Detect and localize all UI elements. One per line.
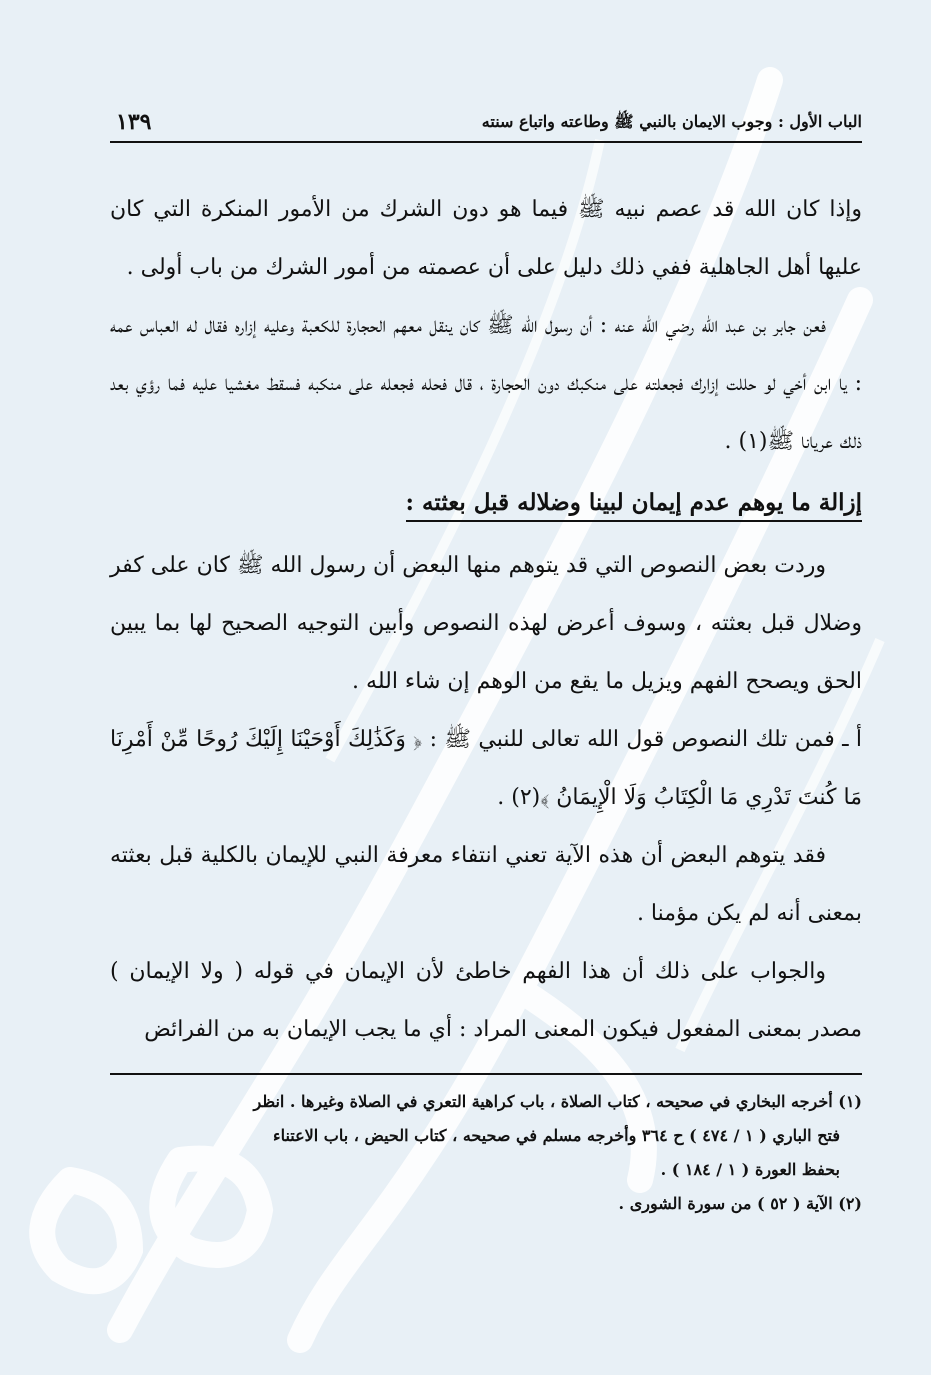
footnotes: [110, 1085, 862, 1221]
paragraph-3: وردت بعض النصوص التي قد يتوهم منها البعض أن رسول الله ﷺ كان على كفر وضلال قبل بعثته ، وسوف أعرض لهذه النصوص وأبين التوجيه الصحيح لها بما يبين الحق ويصحح الفهم ويزيل ما يقع من الوهم إن شاء الله .: [110, 553, 862, 694]
page: [110, 95, 862, 1221]
main-text: [110, 181, 862, 1059]
page-number: ١٣٩: [116, 109, 152, 135]
section-heading-text: إزالة ما يوهم عدم إيمان لبينا وضلاله قبل بعثته :: [406, 489, 862, 522]
footnote-2: (٢) الآية ( ٥٢ ) من سورة الشورى .: [618, 1194, 862, 1213]
footnote-1-line-1: (١) أخرجه البخاري في صحيحه ، كتاب الصلاة ، باب كراهية التعري في الصلاة وغيرها . انظر: [253, 1092, 862, 1111]
footnote-divider: [110, 1073, 862, 1075]
footnote-1-line-2: فتح الباري ( ١ / ٤٧٤ ) ح ٣٦٤ وأخرجه مسلم في صحيحه ، كتاب الحيض ، باب الاعتناء: [273, 1126, 840, 1145]
paragraph-6: والجواب على ذلك أن هذا الفهم خاطئ لأن الإيمان في قوله ( ولا الإيمان ) مصدر بمعنى المفعول فيكون المعنى المراد : أي ما يجب الإيمان به من الفرائض: [110, 959, 862, 1042]
footnote-1-line-3: بحفظ العورة ( ١ / ١٨٤ ) .: [660, 1160, 840, 1179]
paragraph-4: أ ـ فمن تلك النصوص قول الله تعالى للنبي ﷺ : ﴿ وَكَذَٰلِكَ أَوْحَيْنَا إِلَيْكَ رُوحًا مِّنْ أَمْرِنَا مَا كُنتَ تَدْرِي مَا الْكِتَابُ وَلَا الْإِيمَانُ ﴾(٢) .: [110, 727, 862, 810]
paragraph-1: وإذا كان الله قد عصم نبيه ﷺ فيما هو دون الشرك من الأمور المنكرة التي كان عليها أهل الجاهلية ففي ذلك دليل على أن عصمته من أمور الشرك من باب أولى .: [110, 197, 862, 280]
running-header: [110, 95, 862, 143]
chapter-title: الباب الأول : وجوب الايمان بالنبي ﷺ وطاعته واتباع سنته: [481, 112, 862, 131]
paragraph-5: فقد يتوهم البعض أن هذه الآية تعني انتفاء معرفة النبي للإيمان بالكلية قبل بعثته بمعنى أنه لم يكن مؤمنا .: [110, 843, 862, 926]
section-heading: [110, 475, 862, 531]
paragraph-2: فعن جابر بن عبد الله رضي الله عنه : أن رسول الله ﷺ كان ينقل معهم الحجارة للكعبة وعليه إزاره فقال له العباس عمه : يا ابن أخي لو حللت إزارك فجعلته على منكبك دون الحجارة ، قال فحله فجعله على منكبه فسقط مغشيا عليه فما رؤي بعد ذلك عريانا ﷺ(١) .: [110, 313, 862, 454]
